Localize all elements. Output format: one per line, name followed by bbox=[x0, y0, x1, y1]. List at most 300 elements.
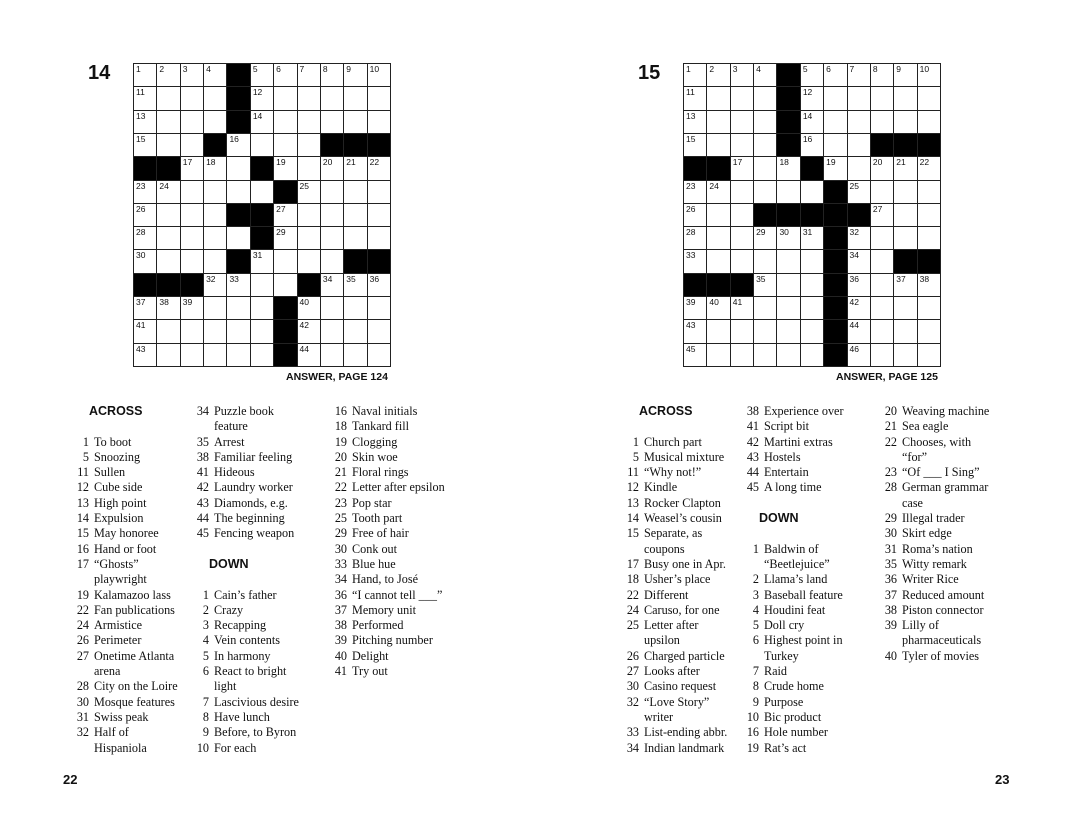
grid-cell[interactable] bbox=[344, 274, 366, 296]
clue bbox=[618, 588, 753, 603]
cell-number: 35 bbox=[346, 273, 356, 284]
grid-cell[interactable] bbox=[894, 320, 916, 342]
clue bbox=[188, 480, 328, 495]
grid-cell[interactable] bbox=[707, 87, 729, 109]
clue-number: 22 bbox=[334, 480, 347, 495]
grid-cell[interactable] bbox=[848, 320, 870, 342]
grid-cell[interactable] bbox=[918, 111, 940, 133]
clue-number: 35 bbox=[196, 434, 209, 449]
grid-cell[interactable] bbox=[134, 227, 156, 249]
clue bbox=[876, 557, 1026, 572]
clue bbox=[618, 435, 753, 450]
grid-cell[interactable] bbox=[824, 87, 846, 109]
grid-cell[interactable] bbox=[707, 111, 729, 133]
grid-cell[interactable] bbox=[344, 157, 366, 179]
grid-cell[interactable] bbox=[918, 344, 940, 366]
grid-cell[interactable] bbox=[731, 64, 753, 86]
clue-text: Usher’s place bbox=[644, 572, 711, 587]
clue-number: 33 bbox=[334, 556, 347, 571]
grid-cell[interactable] bbox=[894, 181, 916, 203]
grid-cell[interactable] bbox=[707, 204, 729, 226]
grid-cell[interactable] bbox=[368, 64, 390, 86]
grid-cell[interactable] bbox=[134, 297, 156, 319]
grid-cell[interactable] bbox=[731, 181, 753, 203]
grid-cell[interactable] bbox=[344, 181, 366, 203]
cell-number: 38 bbox=[919, 273, 930, 284]
grid-cell[interactable] bbox=[181, 64, 203, 86]
grid-cell[interactable] bbox=[894, 64, 916, 86]
grid-cell[interactable] bbox=[321, 181, 343, 203]
grid-cell[interactable] bbox=[871, 204, 893, 226]
grid-cell[interactable] bbox=[731, 134, 753, 156]
clue-number: 44 bbox=[746, 465, 759, 480]
clue bbox=[738, 480, 878, 495]
grid-cell[interactable] bbox=[321, 297, 343, 319]
grid-cell[interactable] bbox=[204, 64, 226, 86]
grid-cell[interactable] bbox=[777, 227, 799, 249]
clue-text: Crude home bbox=[764, 679, 824, 694]
grid-cell[interactable] bbox=[181, 204, 203, 226]
grid-cell[interactable] bbox=[298, 134, 320, 156]
clue-text: Casino request bbox=[644, 679, 717, 694]
clue-number bbox=[618, 710, 639, 725]
grid-cell[interactable] bbox=[368, 204, 390, 226]
grid-cell[interactable] bbox=[298, 87, 320, 109]
grid-cell[interactable] bbox=[731, 111, 753, 133]
grid-cell[interactable] bbox=[777, 181, 799, 203]
grid-cell[interactable] bbox=[368, 111, 390, 133]
grid-cell[interactable] bbox=[157, 181, 179, 203]
grid-cell[interactable] bbox=[871, 297, 893, 319]
grid-cell[interactable] bbox=[918, 87, 940, 109]
grid-cell[interactable] bbox=[344, 344, 366, 366]
grid-cell[interactable] bbox=[134, 64, 156, 86]
grid-cell[interactable] bbox=[251, 320, 273, 342]
grid-cell[interactable] bbox=[871, 111, 893, 133]
grid-cell[interactable] bbox=[368, 274, 390, 296]
clue-text: Arrest bbox=[214, 434, 245, 449]
grid-cell[interactable] bbox=[134, 320, 156, 342]
grid-cell[interactable] bbox=[157, 87, 179, 109]
grid-cell[interactable] bbox=[204, 274, 226, 296]
grid-cell[interactable] bbox=[227, 344, 249, 366]
grid-cell[interactable] bbox=[754, 134, 776, 156]
grid-cell[interactable] bbox=[707, 320, 729, 342]
grid-block bbox=[777, 204, 799, 226]
grid-cell[interactable] bbox=[368, 320, 390, 342]
grid-cell[interactable] bbox=[777, 320, 799, 342]
grid-cell[interactable] bbox=[918, 297, 940, 319]
clue-number: 19 bbox=[76, 587, 89, 602]
grid-cell[interactable] bbox=[181, 320, 203, 342]
grid-cell[interactable] bbox=[754, 320, 776, 342]
grid-cell[interactable] bbox=[801, 227, 823, 249]
grid-cell[interactable] bbox=[204, 204, 226, 226]
grid-cell[interactable] bbox=[298, 250, 320, 272]
grid-cell[interactable] bbox=[298, 227, 320, 249]
grid-cell[interactable] bbox=[871, 157, 893, 179]
grid-cell[interactable] bbox=[368, 157, 390, 179]
grid-cell[interactable] bbox=[157, 111, 179, 133]
grid-cell[interactable] bbox=[157, 344, 179, 366]
clue-text: pharmaceuticals bbox=[902, 633, 982, 648]
grid-cell[interactable] bbox=[754, 111, 776, 133]
grid-cell[interactable] bbox=[731, 344, 753, 366]
grid-cell[interactable] bbox=[321, 64, 343, 86]
grid-cell[interactable] bbox=[368, 181, 390, 203]
grid-cell[interactable] bbox=[227, 134, 249, 156]
grid-cell[interactable] bbox=[824, 157, 846, 179]
grid-cell[interactable] bbox=[848, 181, 870, 203]
grid-cell[interactable] bbox=[801, 111, 823, 133]
clue-number bbox=[188, 419, 209, 434]
clue bbox=[326, 633, 476, 648]
grid-block bbox=[274, 320, 296, 342]
grid-cell[interactable] bbox=[871, 320, 893, 342]
clue-number: 30 bbox=[626, 679, 639, 694]
grid-cell[interactable] bbox=[707, 134, 729, 156]
grid-cell[interactable] bbox=[707, 250, 729, 272]
grid-cell[interactable] bbox=[918, 181, 940, 203]
grid-cell[interactable] bbox=[181, 134, 203, 156]
grid-cell[interactable] bbox=[894, 274, 916, 296]
grid-cell[interactable] bbox=[777, 157, 799, 179]
grid-cell[interactable] bbox=[181, 344, 203, 366]
grid-cell[interactable] bbox=[871, 344, 893, 366]
grid-cell[interactable] bbox=[251, 87, 273, 109]
grid-cell[interactable] bbox=[801, 64, 823, 86]
cell-number: 33 bbox=[686, 250, 696, 261]
grid-cell[interactable] bbox=[684, 134, 706, 156]
cell-number: 40 bbox=[299, 297, 309, 308]
grid-cell[interactable] bbox=[321, 111, 343, 133]
clue bbox=[738, 450, 878, 465]
grid-cell[interactable] bbox=[298, 204, 320, 226]
grid-cell[interactable] bbox=[731, 157, 753, 179]
grid-cell[interactable] bbox=[848, 157, 870, 179]
grid-cell[interactable] bbox=[134, 181, 156, 203]
grid-cell[interactable] bbox=[801, 87, 823, 109]
grid-cell[interactable] bbox=[824, 111, 846, 133]
grid-cell[interactable] bbox=[321, 250, 343, 272]
grid-cell[interactable] bbox=[321, 344, 343, 366]
grid-cell[interactable] bbox=[134, 134, 156, 156]
grid-cell[interactable] bbox=[321, 227, 343, 249]
grid-cell[interactable] bbox=[754, 274, 776, 296]
clue-number: 43 bbox=[746, 449, 759, 464]
cell-number: 17 bbox=[732, 157, 743, 168]
grid-cell[interactable] bbox=[157, 204, 179, 226]
grid-cell[interactable] bbox=[157, 320, 179, 342]
grid-cell[interactable] bbox=[731, 87, 753, 109]
grid-cell[interactable] bbox=[251, 134, 273, 156]
grid-cell[interactable] bbox=[894, 157, 916, 179]
grid-cell[interactable] bbox=[204, 111, 226, 133]
cell-number: 15 bbox=[686, 133, 696, 144]
grid-cell[interactable] bbox=[848, 134, 870, 156]
grid-cell[interactable] bbox=[918, 204, 940, 226]
grid-cell[interactable] bbox=[204, 87, 226, 109]
cell-number: 6 bbox=[276, 64, 281, 74]
cell-number: 2 bbox=[159, 64, 165, 74]
cell-number: 10 bbox=[919, 64, 930, 74]
grid-cell[interactable] bbox=[134, 87, 156, 109]
grid-cell[interactable] bbox=[707, 344, 729, 366]
grid-cell[interactable] bbox=[894, 227, 916, 249]
grid-cell[interactable] bbox=[848, 227, 870, 249]
grid-cell[interactable] bbox=[368, 227, 390, 249]
grid-cell[interactable] bbox=[321, 320, 343, 342]
grid-cell[interactable] bbox=[777, 297, 799, 319]
grid-cell[interactable] bbox=[754, 344, 776, 366]
grid-cell[interactable] bbox=[684, 64, 706, 86]
grid-cell[interactable] bbox=[274, 204, 296, 226]
clue bbox=[618, 695, 753, 710]
grid-cell[interactable] bbox=[274, 64, 296, 86]
grid-cell[interactable] bbox=[251, 297, 273, 319]
grid-cell[interactable] bbox=[871, 181, 893, 203]
grid-cell[interactable] bbox=[894, 87, 916, 109]
grid-cell[interactable] bbox=[731, 320, 753, 342]
grid-cell[interactable] bbox=[204, 297, 226, 319]
grid-cell[interactable] bbox=[344, 297, 366, 319]
grid-cell[interactable] bbox=[894, 111, 916, 133]
grid-cell[interactable] bbox=[848, 87, 870, 109]
cell-number: 31 bbox=[252, 250, 263, 261]
grid-cell[interactable] bbox=[204, 344, 226, 366]
grid-cell[interactable] bbox=[298, 320, 320, 342]
grid-cell[interactable] bbox=[274, 87, 296, 109]
grid-cell[interactable] bbox=[298, 64, 320, 86]
grid-cell[interactable] bbox=[321, 87, 343, 109]
grid-cell[interactable] bbox=[871, 64, 893, 86]
clue bbox=[618, 557, 753, 572]
clue-number: 35 bbox=[884, 556, 897, 571]
grid-cell[interactable] bbox=[251, 64, 273, 86]
grid-cell[interactable] bbox=[871, 87, 893, 109]
grid-cell[interactable] bbox=[157, 134, 179, 156]
grid-cell[interactable] bbox=[684, 227, 706, 249]
grid-cell[interactable] bbox=[227, 297, 249, 319]
grid-cell[interactable] bbox=[684, 111, 706, 133]
grid-cell[interactable] bbox=[181, 227, 203, 249]
grid-cell[interactable] bbox=[871, 250, 893, 272]
grid-cell[interactable] bbox=[777, 250, 799, 272]
crossword-grid[interactable] bbox=[133, 63, 391, 367]
clue-text: Conk out bbox=[352, 541, 398, 556]
clue-number: 45 bbox=[196, 526, 209, 541]
grid-cell[interactable] bbox=[754, 87, 776, 109]
grid-cell[interactable] bbox=[918, 157, 940, 179]
grid-cell[interactable] bbox=[754, 227, 776, 249]
grid-cell[interactable] bbox=[801, 181, 823, 203]
grid-block bbox=[227, 64, 249, 86]
grid-cell[interactable] bbox=[204, 157, 226, 179]
grid-cell[interactable] bbox=[157, 64, 179, 86]
grid-cell[interactable] bbox=[894, 297, 916, 319]
grid-cell[interactable] bbox=[181, 157, 203, 179]
grid-cell[interactable] bbox=[251, 111, 273, 133]
clue-text: Busy one in Apr. bbox=[644, 556, 726, 571]
grid-cell[interactable] bbox=[274, 274, 296, 296]
grid-cell[interactable] bbox=[707, 297, 729, 319]
grid-cell[interactable] bbox=[298, 157, 320, 179]
clue-number: 5 bbox=[202, 648, 209, 663]
clue bbox=[326, 435, 476, 450]
grid-cell[interactable] bbox=[227, 157, 249, 179]
grid-cell[interactable] bbox=[181, 297, 203, 319]
grid-cell[interactable] bbox=[918, 227, 940, 249]
grid-cell[interactable] bbox=[157, 297, 179, 319]
clue-number: 39 bbox=[334, 633, 347, 648]
grid-cell[interactable] bbox=[251, 250, 273, 272]
grid-cell[interactable] bbox=[918, 320, 940, 342]
grid-cell[interactable] bbox=[848, 297, 870, 319]
grid-cell[interactable] bbox=[894, 204, 916, 226]
clue-text: Lascivious desire bbox=[214, 694, 299, 709]
grid-cell[interactable] bbox=[848, 64, 870, 86]
grid-cell[interactable] bbox=[801, 134, 823, 156]
grid-cell[interactable] bbox=[227, 181, 249, 203]
grid-cell[interactable] bbox=[368, 297, 390, 319]
clue bbox=[68, 603, 203, 618]
grid-cell[interactable] bbox=[251, 274, 273, 296]
grid-cell[interactable] bbox=[731, 297, 753, 319]
grid-cell[interactable] bbox=[684, 344, 706, 366]
clue bbox=[326, 664, 476, 679]
grid-cell[interactable] bbox=[181, 250, 203, 272]
grid-cell[interactable] bbox=[344, 227, 366, 249]
grid-cell[interactable] bbox=[707, 227, 729, 249]
grid-cell[interactable] bbox=[894, 344, 916, 366]
grid-cell[interactable] bbox=[298, 344, 320, 366]
grid-cell[interactable] bbox=[848, 250, 870, 272]
grid-cell[interactable] bbox=[204, 227, 226, 249]
grid-cell[interactable] bbox=[274, 250, 296, 272]
grid-cell[interactable] bbox=[274, 134, 296, 156]
grid-cell[interactable] bbox=[684, 204, 706, 226]
grid-cell[interactable] bbox=[274, 227, 296, 249]
cell-number: 13 bbox=[686, 110, 696, 121]
grid-cell[interactable] bbox=[731, 227, 753, 249]
grid-block bbox=[227, 87, 249, 109]
clue bbox=[188, 450, 328, 465]
grid-cell[interactable] bbox=[918, 274, 940, 296]
grid-cell[interactable] bbox=[754, 64, 776, 86]
grid-cell[interactable] bbox=[684, 250, 706, 272]
grid-cell[interactable] bbox=[227, 227, 249, 249]
clue-text: “Of ___ I Sing” bbox=[902, 465, 980, 480]
clue-text: Recapping bbox=[214, 618, 267, 633]
grid-cell[interactable] bbox=[824, 134, 846, 156]
grid-cell[interactable] bbox=[848, 344, 870, 366]
grid-cell[interactable] bbox=[321, 274, 343, 296]
grid-cell[interactable] bbox=[274, 111, 296, 133]
grid-cell[interactable] bbox=[918, 64, 940, 86]
grid-cell[interactable] bbox=[134, 250, 156, 272]
grid-cell[interactable] bbox=[157, 250, 179, 272]
grid-cell[interactable] bbox=[801, 297, 823, 319]
grid-cell[interactable] bbox=[344, 111, 366, 133]
grid-cell[interactable] bbox=[298, 181, 320, 203]
grid-cell[interactable] bbox=[181, 181, 203, 203]
grid-cell[interactable] bbox=[321, 157, 343, 179]
clue-number: 36 bbox=[334, 587, 347, 602]
grid-block bbox=[824, 227, 846, 249]
grid-cell[interactable] bbox=[204, 320, 226, 342]
grid-cell[interactable] bbox=[707, 181, 729, 203]
grid-cell[interactable] bbox=[134, 344, 156, 366]
grid-cell[interactable] bbox=[801, 320, 823, 342]
grid-cell[interactable] bbox=[181, 111, 203, 133]
grid-cell[interactable] bbox=[684, 87, 706, 109]
grid-block bbox=[684, 274, 706, 296]
grid-cell[interactable] bbox=[684, 297, 706, 319]
grid-cell[interactable] bbox=[754, 297, 776, 319]
grid-cell[interactable] bbox=[731, 250, 753, 272]
grid-cell[interactable] bbox=[134, 111, 156, 133]
grid-cell[interactable] bbox=[298, 297, 320, 319]
clue bbox=[618, 633, 753, 648]
grid-cell[interactable] bbox=[344, 320, 366, 342]
grid-cell[interactable] bbox=[157, 227, 179, 249]
cell-number: 22 bbox=[919, 157, 930, 168]
grid-cell[interactable] bbox=[754, 157, 776, 179]
grid-cell[interactable] bbox=[777, 274, 799, 296]
grid-cell[interactable] bbox=[134, 204, 156, 226]
cell-number: 18 bbox=[206, 157, 216, 168]
grid-block bbox=[251, 204, 273, 226]
grid-cell[interactable] bbox=[848, 274, 870, 296]
grid-cell[interactable] bbox=[204, 181, 226, 203]
grid-block bbox=[707, 274, 729, 296]
grid-cell[interactable] bbox=[801, 274, 823, 296]
grid-cell[interactable] bbox=[824, 64, 846, 86]
grid-cell[interactable] bbox=[344, 87, 366, 109]
grid-cell[interactable] bbox=[707, 64, 729, 86]
grid-cell[interactable] bbox=[368, 87, 390, 109]
crossword-grid[interactable] bbox=[683, 63, 941, 367]
clue-number: 14 bbox=[76, 511, 89, 526]
grid-cell[interactable] bbox=[777, 344, 799, 366]
grid-cell[interactable] bbox=[344, 64, 366, 86]
grid-cell[interactable] bbox=[801, 250, 823, 272]
grid-cell[interactable] bbox=[684, 181, 706, 203]
grid-cell[interactable] bbox=[298, 111, 320, 133]
clue-text: For each bbox=[214, 740, 257, 755]
grid-cell[interactable] bbox=[227, 274, 249, 296]
grid-cell[interactable] bbox=[251, 344, 273, 366]
grid-cell[interactable] bbox=[344, 204, 366, 226]
grid-cell[interactable] bbox=[754, 250, 776, 272]
grid-cell[interactable] bbox=[227, 320, 249, 342]
clue-text: Caruso, for one bbox=[644, 602, 720, 617]
grid-cell[interactable] bbox=[848, 111, 870, 133]
grid-cell[interactable] bbox=[204, 250, 226, 272]
grid-cell[interactable] bbox=[754, 181, 776, 203]
grid-cell[interactable] bbox=[251, 181, 273, 203]
grid-cell[interactable] bbox=[871, 274, 893, 296]
grid-cell[interactable] bbox=[731, 204, 753, 226]
grid-cell[interactable] bbox=[801, 344, 823, 366]
grid-cell[interactable] bbox=[368, 344, 390, 366]
grid-cell[interactable] bbox=[321, 204, 343, 226]
grid-cell[interactable] bbox=[274, 157, 296, 179]
grid-cell[interactable] bbox=[684, 320, 706, 342]
grid-cell[interactable] bbox=[871, 227, 893, 249]
grid-cell[interactable] bbox=[181, 87, 203, 109]
puzzle-number: 14 bbox=[88, 62, 111, 84]
